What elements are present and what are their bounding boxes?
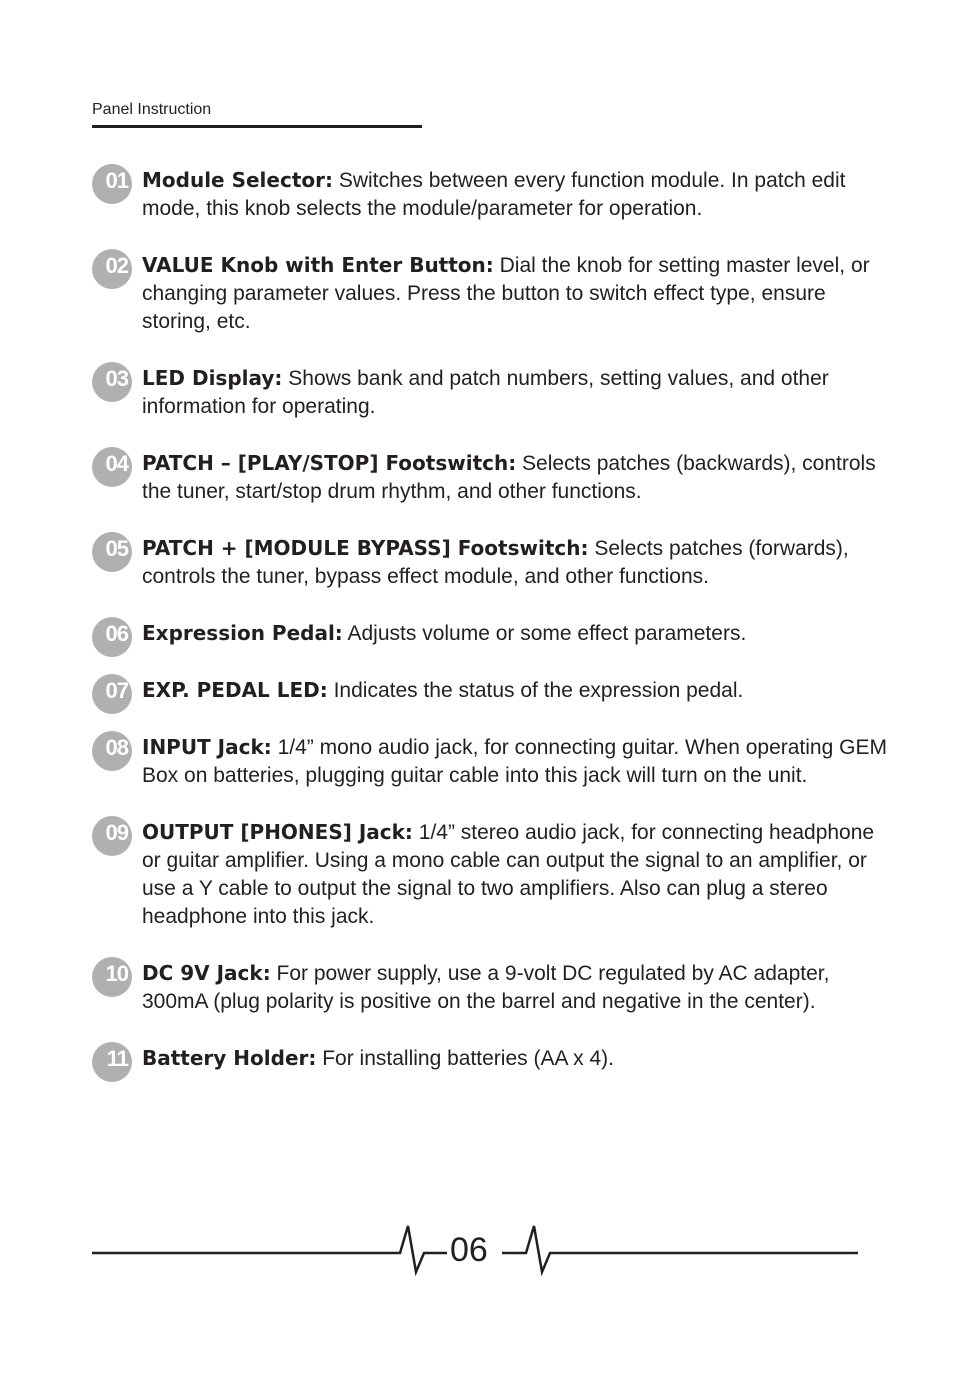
item-number-badge: 05 [92,532,132,572]
item-description: Selects patches (forwards), controls the tuner, bypass effect module, and other functions. [142,537,849,588]
item-number-badge: 03 [92,362,132,402]
list-item [92,676,892,705]
item-number-badge: 11 [92,1042,132,1082]
list-item [92,733,892,790]
item-term: LED Display: [142,366,283,390]
list-item [92,619,892,648]
list-item [92,449,892,506]
panel-items-list [92,166,892,1101]
item-number-badge: 04 [92,447,132,487]
item-description: For power supply, use a 9-volt DC regulated by AC adapter, 300mA (plug polarity is positive on the barrel and negative in the center). [142,962,830,1013]
section-title: Panel Instruction [92,101,212,118]
item-description: 1/4” stereo audio jack, for connecting headphone or guitar amplifier. Using a mono cable can output the signal to an amplifier, or use a Y cable to output the signal to two amplifiers. Also can plug a stereo headphone into this jack. [142,821,875,928]
list-item [92,166,892,223]
list-item [92,534,892,591]
item-number-badge: 10 [92,957,132,997]
list-item [92,364,892,421]
item-description: 1/4” mono audio jack, for connecting guitar. When operating GEM Box on batteries, plugging guitar cable into this jack will turn on the unit. [142,736,887,787]
page-number: 06 [450,1231,488,1269]
item-term: PATCH + [MODULE BYPASS] Footswitch: [142,536,589,560]
item-number-badge: 06 [92,617,132,657]
item-number-badge: 02 [92,249,132,289]
item-number-badge: 07 [92,674,132,714]
item-description: Switches between every function module. In patch edit mode, this knob selects the module/parameter for operation. [142,169,846,220]
item-description: Adjusts volume or some effect parameters. [342,622,747,645]
item-description: Selects patches (backwards), controls the tuner, start/stop drum rhythm, and other functions. [142,452,876,503]
item-term: INPUT Jack: [142,735,272,759]
page-header [92,100,422,128]
item-description: Shows bank and patch numbers, setting values, and other information for operating. [142,367,829,418]
item-term: VALUE Knob with Enter Button: [142,253,494,277]
item-term: Battery Holder: [142,1046,317,1070]
item-description: Indicates the status of the expression pedal. [327,679,744,702]
item-number-badge: 09 [92,816,132,856]
item-term: EXP. PEDAL LED: [142,678,328,702]
item-number-badge: 08 [92,731,132,771]
item-description: For installing batteries (AA x 4). [316,1047,614,1070]
list-item [92,251,892,336]
list-item [92,818,892,931]
list-item [92,959,892,1016]
item-term: OUTPUT [PHONES] Jack: [142,820,413,844]
list-item [92,1044,892,1073]
item-number-badge: 01 [92,164,132,204]
item-term: Module Selector: [142,168,333,192]
item-description: Dial the knob for setting master level, or changing parameter values. Press the button to switch effect type, ensure storing, etc. [142,254,870,333]
item-term: Expression Pedal: [142,621,343,645]
item-term: PATCH – [PLAY/STOP] Footswitch: [142,451,517,475]
item-term: DC 9V Jack: [142,961,271,985]
page-footer [92,1220,862,1280]
